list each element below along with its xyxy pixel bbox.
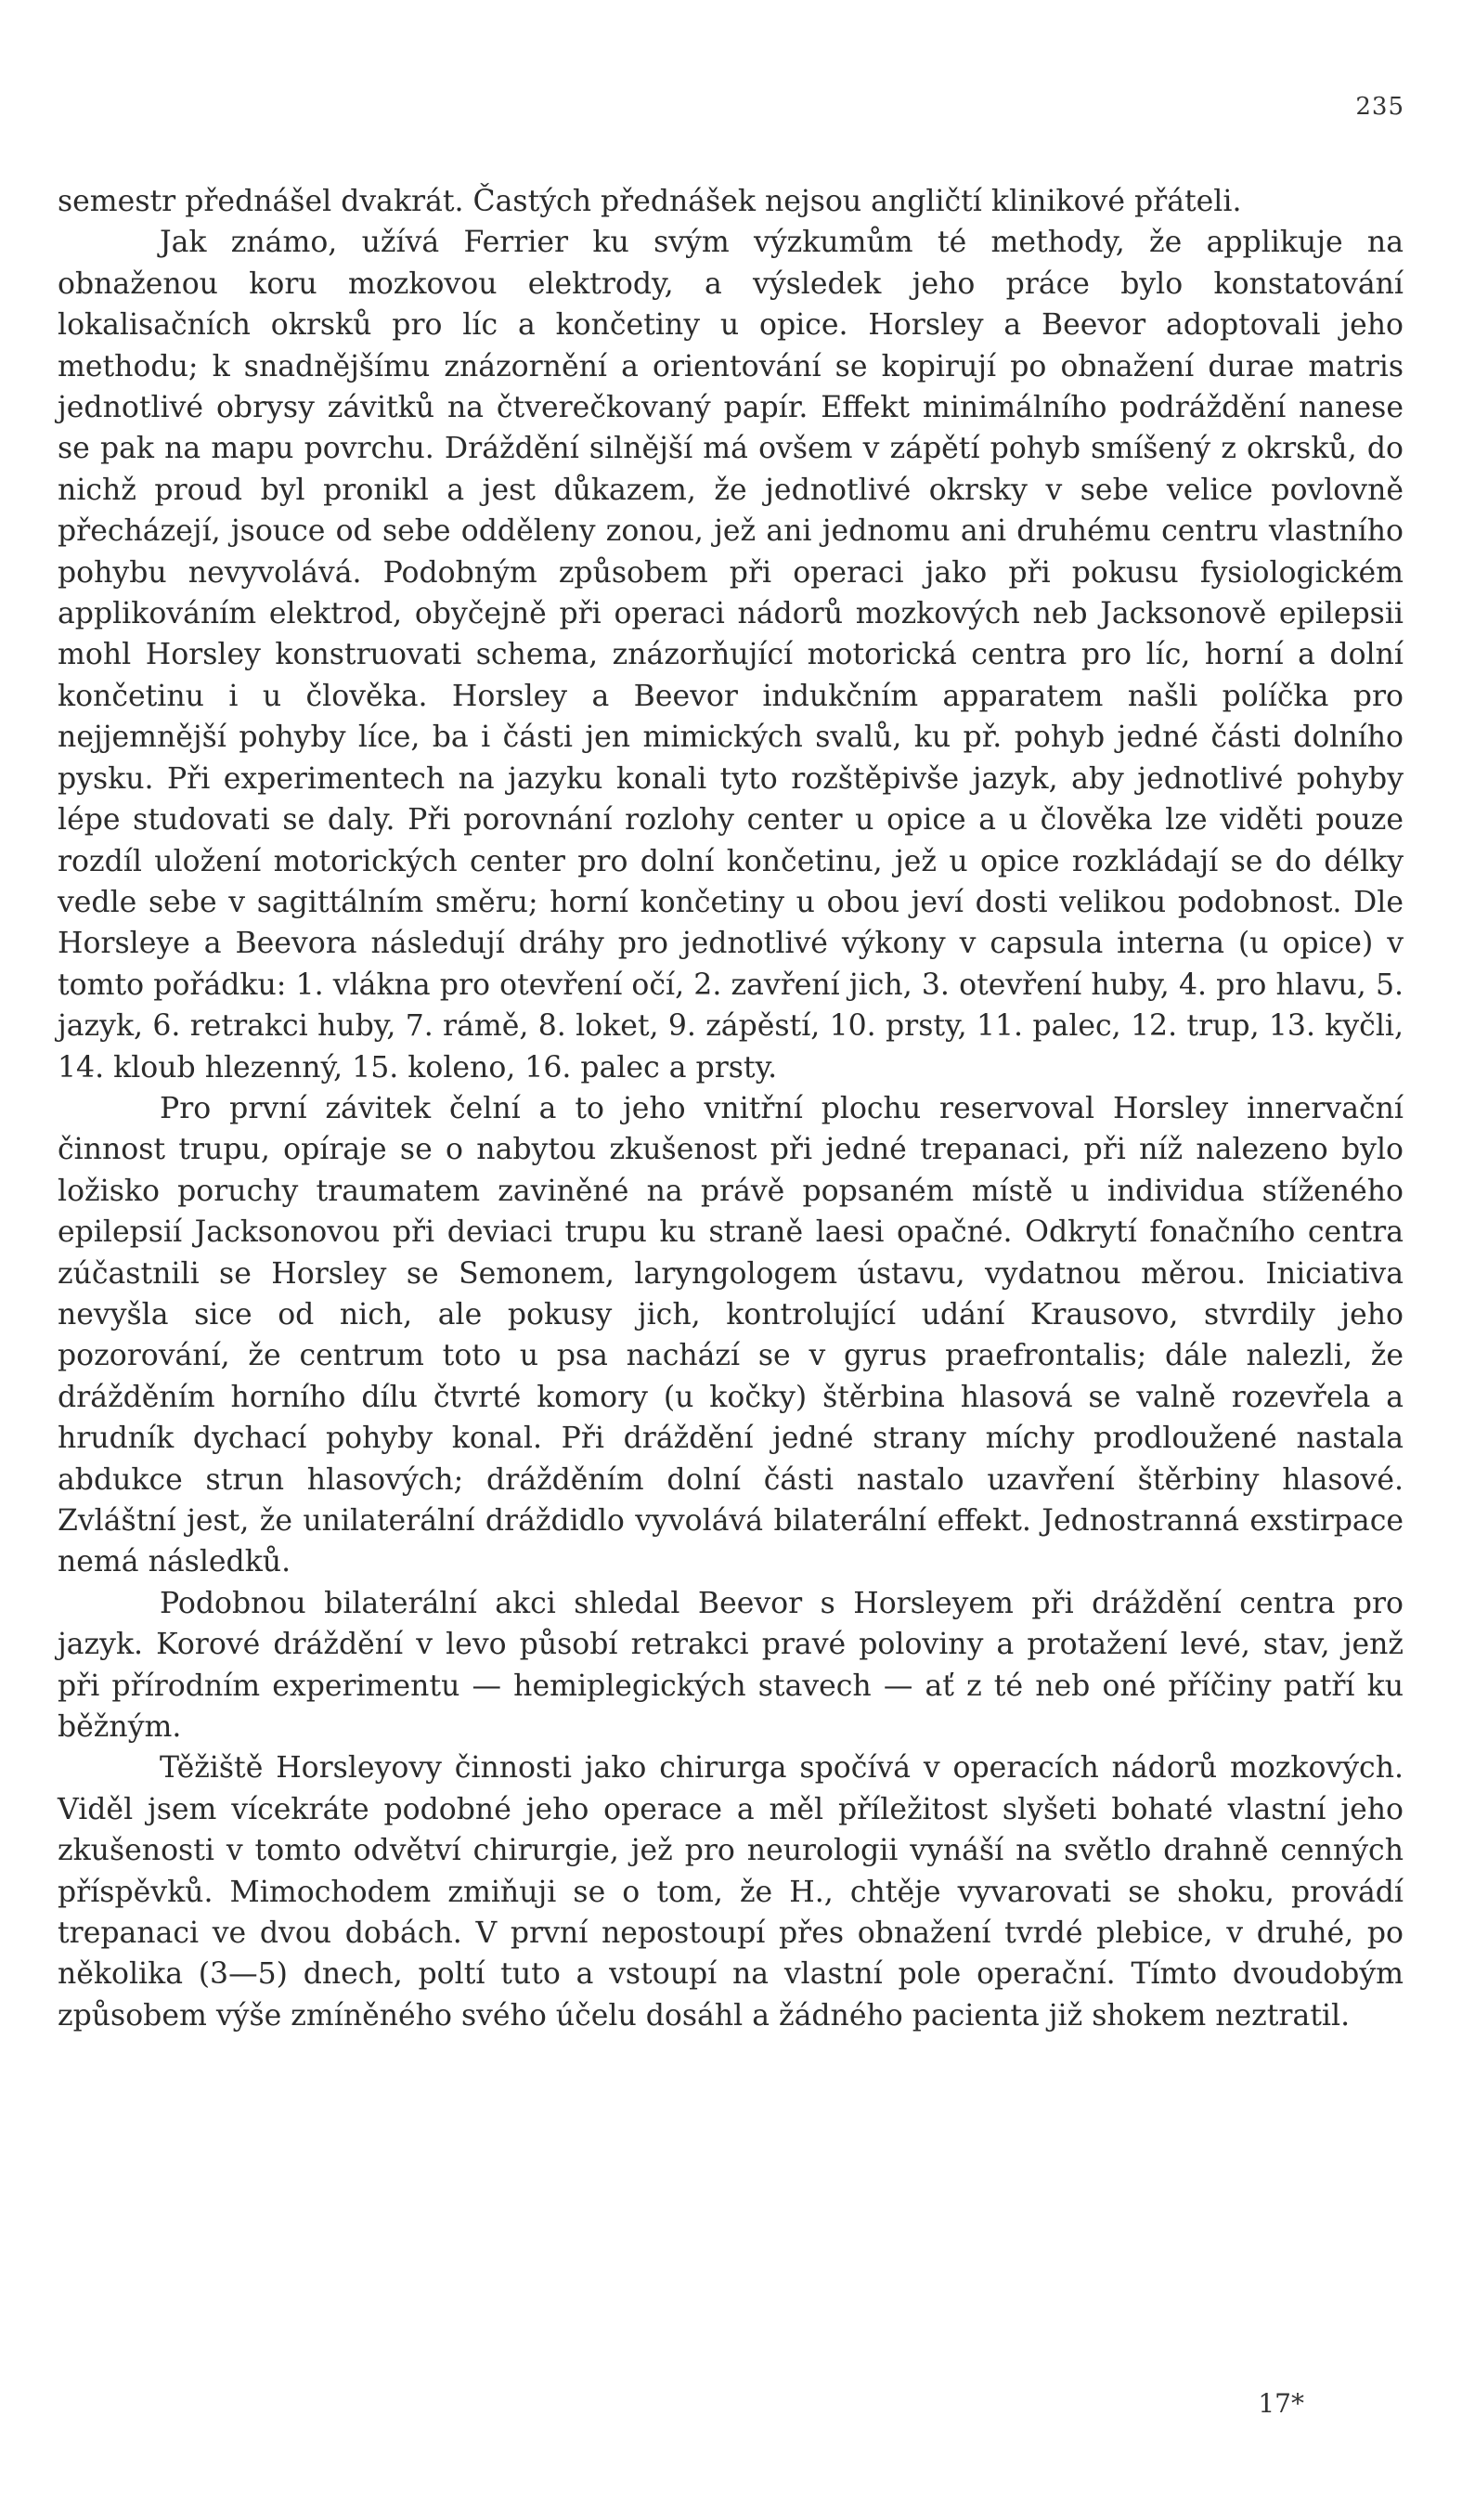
signature-mark: 17* bbox=[1258, 2388, 1304, 2419]
paragraph-4: Podobnou bilaterální akci shledal Beevor s Horsleyem při dráždění centra pro jazyk. Korové dráždění v levo působí retrakci pravé poloviny a protažení levé, stav, jenž při přírodním experimentu — hemiplegických stavech — ať z té neb oné příčiny patří ku běžným. bbox=[58, 1586, 1404, 1745]
body-text bbox=[58, 181, 1404, 2036]
paragraph-3: Pro první závitek čelní a to jeho vnitřní plochu reservoval Horsley innervační činnost trupu, opíraje se o nabytou zkušenost při jedné trepanaci, při níž nalezeno bylo ložisko poruchy traumatem zaviněné na právě popsaném místě u individua stíženého epilepsií Jacksonovou při deviaci trupu ku straně laesi opačné. Odkrytí fonačního centra zúčastnili se Horsley se Semonem, laryngologem ústavu, vydatnou měrou. Iniciativa nevyšla sice od nich, ale pokusy jich, kontrolující udání Krausovo, stvrdily jeho pozorování, že centrum toto u psa nachází se v gyrus praefrontalis; dále nalezli, že drážděním horního dílu čtvrté komory (u kočky) štěrbina hlasová se valně rozevřela a hrudník dychací pohyby konal. Při dráždění jedné strany míchy prodloužené nastala abdukce strun hlasových; drážděním dolní části nastalo uzavření štěrbiny hlasové. Zvláštní jest, že unilaterální dráždidlo vyvolává bilaterální effekt. Jednostranná exstirpace nemá následků. bbox=[58, 1091, 1404, 1579]
paragraph-2: Jak známo, užívá Ferrier ku svým výzkumům té methody, že applikuje na obnaženou koru mozkovou elektrody, a výsledek jeho práce bylo konstatování lokalisačních okrsků pro líc a končetiny u opice. Horsley a Beevor adoptovali jeho methodu; k snadnějšímu znázornění a orientování se kopirují po obnažení durae matris jednotlivé obrysy závitků na čtverečkovaný papír. Effekt minimálního podráždění nanese se pak na mapu povrchu. Dráždění silnější má ovšem v zápětí pohyb smíšený z okrsků, do nichž proud byl pronikl a jest důkazem, že jednotlivé okrsky v sebe velice povlovně přecházejí, jsouce od sebe odděleny zonou, jež ani jednomu ani druhému centru vlastního pohybu nevyvolává. Podobným způsobem při operaci jako při pokusu fysiologickém applikováním elektrod, obyčejně při operaci nádorů mozkových neb Jacksonově epilepsii mohl Horsley konstruovati schema, znázorňující motorická centra pro líc, horní a dolní končetinu i u člověka. Horsley a Beevor indukčním apparatem našli políčka pro nejjemnější pohyby líce, ba i části jen mimických svalů, ku př. pohyb jedné části dolního pysku. Při experimentech na jazyku konali tyto rozštěpivše jazyk, aby jednotlivé pohyby lépe studovati se daly. Při porovnání rozlohy center u opice a u člověka lze viděti pouze rozdíl uložení motorických center pro dolní končetinu, jež u opice rozkládají se do délky vedle sebe v sagittálním směru; horní končetiny u obou jeví dosti velikou podobnost. Dle Horsleye a Beevora následují dráhy pro jednotlivé výkony v capsula interna (u opice) v tomto pořádku: 1. vlákna pro otevření očí, 2. zavření jich, 3. otevření huby, 4. pro hlavu, 5. jazyk, 6. retrakci huby, 7. rámě, 8. loket, 9. zápěstí, 10. prsty, 11. palec, 12. trup, 13. kyčli, 14. kloub hlezenný, 15. koleno, 16. palec a prsty. bbox=[58, 226, 1404, 1085]
paragraph-1: semestr přednášel dvakrát. Častých přednášek nejsou angličtí klinikové přáteli. bbox=[58, 185, 1242, 218]
page-number: 235 bbox=[1355, 93, 1404, 121]
paragraph-5: Těžiště Horsleyovy činnosti jako chirurga spočívá v operacích nádorů mozkových. Viděl jsem vícekráte podobné jeho operace a měl příležitost slyšeti bohaté vlastní jeho zkušenosti v tomto odvětví chirurgie, jež pro neurologii vynáší na světlo drahně cenných příspěvků. Mimochodem zmiňuji se o tom, že H., chtěje vyvarovati se shoku, provádí trepanaci ve dvou dobách. V první nepostoupí přes obnažení tvrdé plebice, v druhé, po několika (3—5) dnech, poltí tuto a vstoupí na vlastní pole operační. Tímto dvoudobým způsobem výše zmíněného svého účelu dosáhl a žádného pacienta již shokem neztratil. bbox=[58, 1751, 1404, 2033]
